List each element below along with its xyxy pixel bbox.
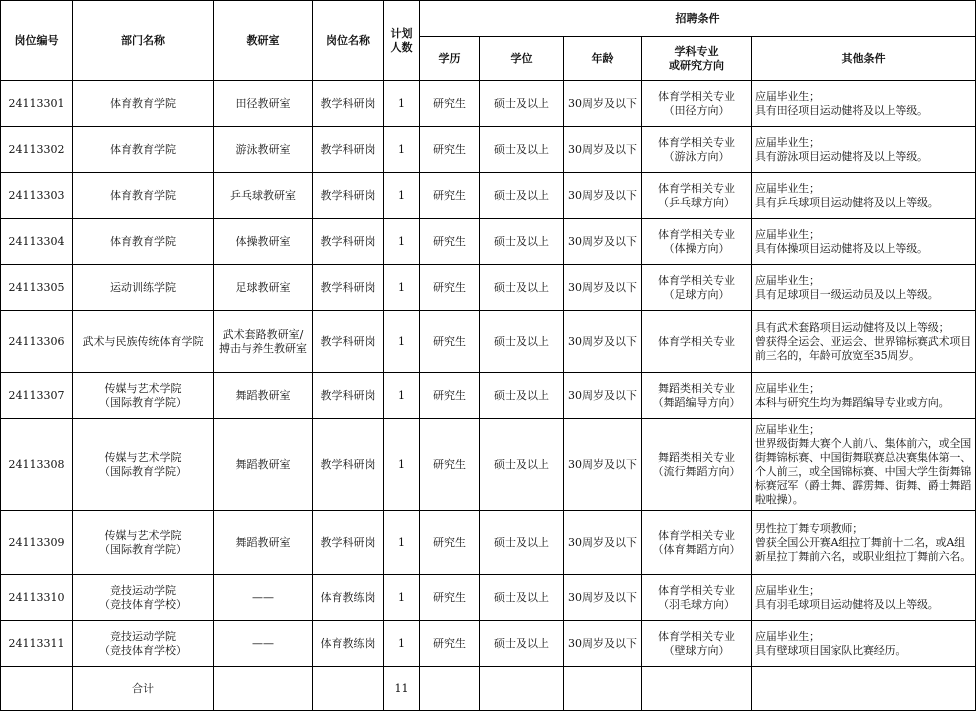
cell-major: 舞蹈类相关专业 （流行舞蹈方向） (642, 419, 752, 511)
header-post-code: 岗位编号 (1, 1, 73, 81)
cell-major: 舞蹈类相关专业 （舞蹈编导方向） (642, 373, 752, 419)
cell-plan-count: 1 (384, 81, 420, 127)
cell-degree: 硕士及以上 (480, 173, 564, 219)
table-row (1, 173, 976, 219)
cell-post-name: 教学科研岗 (313, 173, 384, 219)
table-row (1, 511, 976, 575)
cell-degree: 硕士及以上 (480, 81, 564, 127)
cell-degree: 硕士及以上 (480, 265, 564, 311)
cell-post-code: 24113311 (1, 621, 73, 667)
cell-post-name: 教学科研岗 (313, 511, 384, 575)
total-empty-cell (642, 667, 752, 711)
total-empty-cell (480, 667, 564, 711)
header-major: 学科专业 或研究方向 (642, 37, 752, 81)
cell-plan-count: 1 (384, 419, 420, 511)
cell-other-conditions: 应届毕业生； 具有羽毛球项目运动健将及以上等级。 (752, 575, 976, 621)
cell-other-conditions: 应届毕业生； 具有壁球项目国家队比赛经历。 (752, 621, 976, 667)
cell-post-code: 24113306 (1, 311, 73, 373)
cell-department: 传媒与艺术学院 （国际教育学院） (73, 373, 214, 419)
header-conditions: 招聘条件 (420, 1, 976, 37)
cell-major: 体育学相关专业 （体操方向） (642, 219, 752, 265)
cell-major: 体育学相关专业 （体育舞蹈方向） (642, 511, 752, 575)
header-plan-count: 计划 人数 (384, 1, 420, 81)
cell-post-code: 24113304 (1, 219, 73, 265)
cell-department: 体育教育学院 (73, 219, 214, 265)
cell-office: 武术套路教研室/ 搏击与养生教研室 (214, 311, 313, 373)
cell-office: 乒乓球教研室 (214, 173, 313, 219)
cell-office: 游泳教研室 (214, 127, 313, 173)
cell-degree: 硕士及以上 (480, 311, 564, 373)
cell-age: 30周岁及以下 (564, 575, 642, 621)
table-row (1, 127, 976, 173)
table-row (1, 81, 976, 127)
cell-age: 30周岁及以下 (564, 511, 642, 575)
cell-plan-count: 1 (384, 511, 420, 575)
cell-plan-count: 1 (384, 621, 420, 667)
cell-department: 武术与民族传统体育学院 (73, 311, 214, 373)
cell-post-code: 24113310 (1, 575, 73, 621)
cell-post-code: 24113302 (1, 127, 73, 173)
cell-major: 体育学相关专业 （乒乓球方向） (642, 173, 752, 219)
cell-education: 研究生 (420, 511, 480, 575)
cell-post-name: 教学科研岗 (313, 419, 384, 511)
cell-post-name: 教学科研岗 (313, 373, 384, 419)
header-office: 教研室 (214, 1, 313, 81)
cell-department: 传媒与艺术学院 （国际教育学院） (73, 419, 214, 511)
cell-post-code: 24113307 (1, 373, 73, 419)
cell-age: 30周岁及以下 (564, 419, 642, 511)
header-department: 部门名称 (73, 1, 214, 81)
cell-plan-count: 1 (384, 127, 420, 173)
cell-department: 体育教育学院 (73, 81, 214, 127)
cell-department: 竞技运动学院 （竞技体育学校） (73, 621, 214, 667)
cell-degree: 硕士及以上 (480, 219, 564, 265)
cell-office: 舞蹈教研室 (214, 373, 313, 419)
cell-department: 传媒与艺术学院 （国际教育学院） (73, 511, 214, 575)
cell-education: 研究生 (420, 373, 480, 419)
table-row (1, 621, 976, 667)
cell-major: 体育学相关专业 （田径方向） (642, 81, 752, 127)
header-degree: 学位 (480, 37, 564, 81)
cell-plan-count: 1 (384, 219, 420, 265)
cell-age: 30周岁及以下 (564, 127, 642, 173)
cell-office: —— (214, 575, 313, 621)
cell-plan-count: 1 (384, 173, 420, 219)
cell-plan-count: 1 (384, 373, 420, 419)
cell-major: 体育学相关专业 （足球方向） (642, 265, 752, 311)
cell-education: 研究生 (420, 419, 480, 511)
cell-degree: 硕士及以上 (480, 511, 564, 575)
table-row (1, 419, 976, 511)
cell-post-code: 24113308 (1, 419, 73, 511)
cell-office: 舞蹈教研室 (214, 419, 313, 511)
cell-department: 体育教育学院 (73, 127, 214, 173)
cell-other-conditions: 应届毕业生； 具有田径项目运动健将及以上等级。 (752, 81, 976, 127)
header-age: 年龄 (564, 37, 642, 81)
table-row (1, 265, 976, 311)
cell-office: —— (214, 621, 313, 667)
cell-age: 30周岁及以下 (564, 81, 642, 127)
header-education: 学历 (420, 37, 480, 81)
cell-office: 体操教研室 (214, 219, 313, 265)
cell-department: 运动训练学院 (73, 265, 214, 311)
table-row (1, 219, 976, 265)
cell-other-conditions: 具有武术套路项目运动健将及以上等级； 曾获得全运会、亚运会、世界锦标赛武术项目前三名的，年龄可放宽至35周岁。 (752, 311, 976, 373)
cell-other-conditions: 男性拉丁舞专项教师； 曾获全国公开赛A组拉丁舞前十二名，或A组新星拉丁舞前六名，或职业组拉丁舞前六名。 (752, 511, 976, 575)
table-row (1, 575, 976, 621)
cell-education: 研究生 (420, 265, 480, 311)
cell-major: 体育学相关专业 （游泳方向） (642, 127, 752, 173)
cell-office: 足球教研室 (214, 265, 313, 311)
cell-post-code: 24113305 (1, 265, 73, 311)
cell-age: 30周岁及以下 (564, 219, 642, 265)
cell-education: 研究生 (420, 127, 480, 173)
cell-education: 研究生 (420, 575, 480, 621)
cell-age: 30周岁及以下 (564, 265, 642, 311)
cell-other-conditions: 应届毕业生； 本科与研究生均为舞蹈编导专业或方向。 (752, 373, 976, 419)
cell-education: 研究生 (420, 173, 480, 219)
total-label: 合计 (73, 667, 214, 711)
cell-degree: 硕士及以上 (480, 373, 564, 419)
cell-post-code: 24113301 (1, 81, 73, 127)
cell-post-code: 24113303 (1, 173, 73, 219)
total-row (1, 667, 976, 711)
cell-other-conditions: 应届毕业生； 世界级街舞大赛个人前八、集体前六，或全国街舞锦标赛、中国街舞联赛总决赛集体第一、个人前三，或全国锦标赛、中国大学生街舞锦标赛冠军（爵士舞、霹雳舞、街舞、爵士舞蹈啦啦操）。 (752, 419, 976, 511)
total-empty-cell (313, 667, 384, 711)
cell-office: 田径教研室 (214, 81, 313, 127)
total-empty-cell (752, 667, 976, 711)
header-post-name: 岗位名称 (313, 1, 384, 81)
cell-other-conditions: 应届毕业生； 具有体操项目运动健将及以上等级。 (752, 219, 976, 265)
cell-plan-count: 1 (384, 265, 420, 311)
cell-post-name: 体育教练岗 (313, 575, 384, 621)
cell-age: 30周岁及以下 (564, 621, 642, 667)
table-row (1, 311, 976, 373)
cell-other-conditions: 应届毕业生； 具有游泳项目运动健将及以上等级。 (752, 127, 976, 173)
cell-office: 舞蹈教研室 (214, 511, 313, 575)
cell-age: 30周岁及以下 (564, 173, 642, 219)
cell-education: 研究生 (420, 219, 480, 265)
total-count: 11 (384, 667, 420, 711)
header-other: 其他条件 (752, 37, 976, 81)
cell-education: 研究生 (420, 621, 480, 667)
total-empty-cell (564, 667, 642, 711)
cell-plan-count: 1 (384, 575, 420, 621)
cell-major: 体育学相关专业 （羽毛球方向） (642, 575, 752, 621)
cell-major: 体育学相关专业 （壁球方向） (642, 621, 752, 667)
cell-other-conditions: 应届毕业生； 具有足球项目一级运动员及以上等级。 (752, 265, 976, 311)
table-body (1, 81, 976, 667)
cell-post-name: 教学科研岗 (313, 311, 384, 373)
total-empty-cell (1, 667, 73, 711)
cell-post-name: 教学科研岗 (313, 219, 384, 265)
cell-age: 30周岁及以下 (564, 373, 642, 419)
cell-post-code: 24113309 (1, 511, 73, 575)
cell-degree: 硕士及以上 (480, 575, 564, 621)
cell-post-name: 教学科研岗 (313, 265, 384, 311)
cell-age: 30周岁及以下 (564, 311, 642, 373)
cell-other-conditions: 应届毕业生； 具有乒乓球项目运动健将及以上等级。 (752, 173, 976, 219)
cell-plan-count: 1 (384, 311, 420, 373)
cell-education: 研究生 (420, 81, 480, 127)
cell-post-name: 体育教练岗 (313, 621, 384, 667)
cell-degree: 硕士及以上 (480, 419, 564, 511)
table-row (1, 373, 976, 419)
total-empty-cell (214, 667, 313, 711)
cell-degree: 硕士及以上 (480, 621, 564, 667)
cell-department: 竞技运动学院 （竞技体育学校） (73, 575, 214, 621)
cell-major: 体育学相关专业 (642, 311, 752, 373)
cell-post-name: 教学科研岗 (313, 81, 384, 127)
cell-department: 体育教育学院 (73, 173, 214, 219)
cell-education: 研究生 (420, 311, 480, 373)
cell-post-name: 教学科研岗 (313, 127, 384, 173)
cell-degree: 硕士及以上 (480, 127, 564, 173)
total-empty-cell (420, 667, 480, 711)
